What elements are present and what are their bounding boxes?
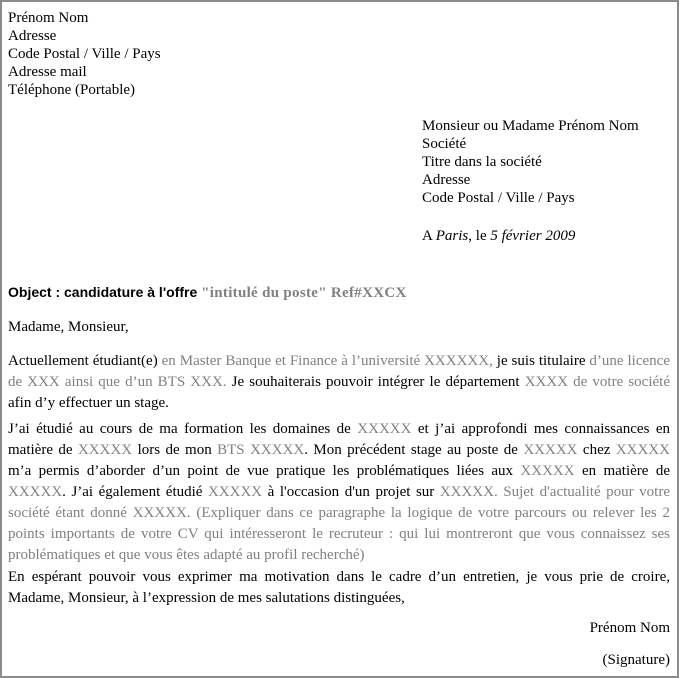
recipient-name: Monsieur ou Madame Prénom Nom: [422, 118, 639, 134]
text-segment-gray: XXXXX: [207, 484, 268, 500]
text-segment-black: lors de mon: [137, 442, 218, 458]
date-prefix: A: [422, 228, 436, 244]
text-segment-gray: d’une licence de XXX ainsi que d’un BTS XXX.: [8, 353, 670, 390]
text-segment-black: afin d’y effectuer un stage.: [8, 395, 169, 411]
date-line: [422, 227, 670, 245]
text-segment-black: en matière de: [581, 463, 670, 479]
salutation: Madame, Monsieur,: [8, 319, 129, 335]
text-segment-black: et j’ai approfondi mes connaissances en matière de: [8, 421, 670, 458]
text-segment-gray: XXXXX: [8, 484, 63, 500]
sender-phone: Téléphone (Portable): [8, 82, 136, 98]
body-paragraph-experience: [8, 419, 670, 566]
text-segment-black: . J’ai également étudié: [62, 484, 208, 500]
subject-line: [8, 284, 670, 301]
text-segment-gray: XXXXX: [615, 442, 670, 458]
text-segment-black: m’a permis d’aborder d’un point de vue pratique les problématiques liées aux: [8, 463, 521, 479]
date-city: Paris: [435, 228, 469, 244]
text-segment-black: à l'occasion d'un projet sur: [267, 484, 440, 500]
text-segment-gray: XXXXX: [357, 421, 418, 437]
text-segment-black: je suis titulaire: [496, 353, 590, 369]
sender-postal-city-country: Code Postal / Ville / Pays: [8, 46, 161, 62]
subject-placeholder: "intitulé du poste" Ref#XXCX: [201, 285, 407, 301]
text-segment-black: Je souhaiterais pouvoir intégrer le département: [231, 374, 525, 390]
text-segment-gray: XXXXX. Sujet d'actualité pour votre société étant donné XXXXX. (Expliquer dans ce paragraphe la logique de votre parcours ou relever les 2 points importants de votre CV qui intéresseront le recruteur : qui lui montreront que vous connaissez ses problématiques et que vous êtes adapté au profil recherché): [8, 484, 670, 563]
subject-label: Object : candidature à l'offre: [8, 284, 202, 300]
signature-placeholder: (Signature): [602, 652, 670, 668]
text-segment-black: En espérant pouvoir vous exprimer ma motivation dans le cadre d’un entretien, je vous prie de croire, Madame, Monsieur, à l’expression de mes salutations distinguées,: [8, 569, 670, 606]
recipient-title: Titre dans la société: [422, 154, 542, 170]
date-value: 5 février 2009: [490, 228, 576, 244]
sender-address: Adresse: [8, 28, 57, 44]
body-paragraph-closing: [8, 567, 670, 609]
body-paragraph-intro: [8, 351, 670, 414]
text-segment-gray: XXXX de votre société: [524, 374, 670, 390]
text-segment-black: chez: [582, 442, 616, 458]
date-separator: , le: [468, 228, 491, 244]
sender-address-block: [8, 9, 670, 99]
text-segment-gray: XXXXX: [77, 442, 138, 458]
sender-email: Adresse mail: [8, 64, 87, 80]
text-segment-gray: en Master Banque et Finance à l’université XXXXXX,: [161, 353, 497, 369]
signature-name: Prénom Nom: [589, 620, 670, 636]
text-segment-black: . Mon précédent stage au poste de: [304, 442, 524, 458]
recipient-postal-city-country: Code Postal / Ville / Pays: [422, 190, 575, 206]
recipient-address-block: [422, 117, 670, 207]
text-segment-gray: XXXXX: [520, 463, 582, 479]
sender-name: Prénom Nom: [8, 10, 89, 26]
text-segment-gray: XXXXX: [523, 442, 583, 458]
text-segment-black: J’ai étudié au cours de ma formation les domaines de: [8, 421, 358, 437]
recipient-company: Société: [422, 136, 467, 152]
text-segment-gray: BTS XXXXX: [217, 442, 305, 458]
recipient-address: Adresse: [422, 172, 471, 188]
text-segment-black: Actuellement étudiant(e): [8, 353, 162, 369]
